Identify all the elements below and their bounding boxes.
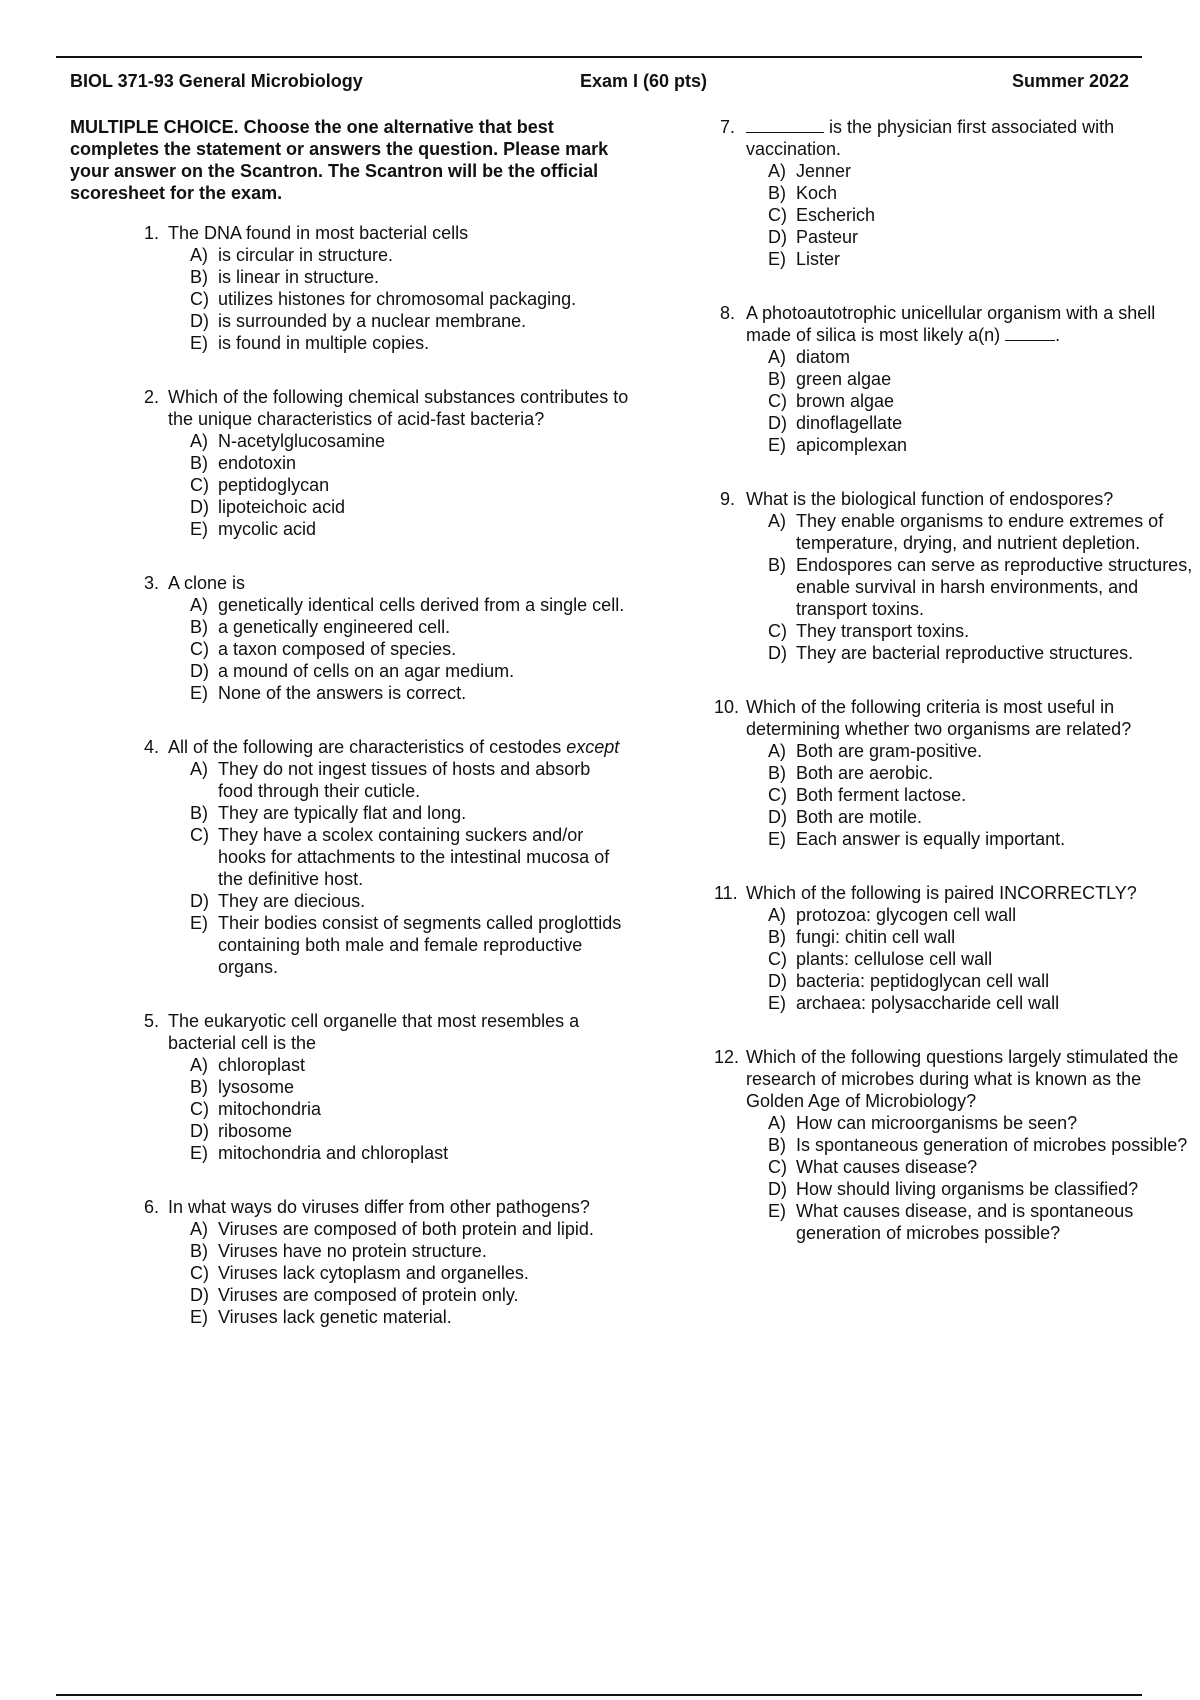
option-text: ribosome xyxy=(218,1121,293,1141)
answer-options xyxy=(768,740,1196,850)
answer-options xyxy=(190,430,630,540)
question-number: 5. xyxy=(144,1011,160,1031)
option-c xyxy=(190,638,630,660)
option-text: endotoxin xyxy=(218,453,297,473)
option-letter: C) xyxy=(768,391,787,411)
option-e xyxy=(190,912,630,978)
question-number: 4. xyxy=(144,737,160,757)
option-letter: A) xyxy=(768,347,786,367)
question-text-main: is the physician first associated with vaccination. xyxy=(746,117,1115,159)
question-text xyxy=(746,116,1196,160)
instructions: MULTIPLE CHOICE. Choose the one alternative that best completes the statement or answers the question. Please mark your answer on the Scantron. The Scantron will be the official scoresheet for the exam. xyxy=(70,117,609,203)
option-letter: D) xyxy=(768,807,787,827)
question-9 xyxy=(706,488,1196,664)
option-text: None of the answers is correct. xyxy=(218,683,467,703)
option-letter: E) xyxy=(190,683,208,703)
option-text: They are diecious. xyxy=(218,891,366,911)
option-letter: D) xyxy=(768,413,787,433)
option-e xyxy=(768,992,1196,1014)
option-text: fungi: chitin cell wall xyxy=(796,927,956,947)
question-12 xyxy=(706,1046,1196,1244)
option-text: a mound of cells on an agar medium. xyxy=(218,661,515,681)
option-text: Is spontaneous generation of microbes possible? xyxy=(796,1135,1188,1155)
right-column xyxy=(706,116,1196,1276)
question-text: The DNA found in most bacterial cells xyxy=(168,223,469,243)
option-d xyxy=(768,970,1196,992)
option-d xyxy=(768,806,1196,828)
question-2 xyxy=(70,386,630,540)
option-text: Each answer is equally important. xyxy=(796,829,1066,849)
question-text xyxy=(746,302,1196,346)
option-text: Koch xyxy=(796,183,838,203)
answer-options xyxy=(768,346,1196,456)
option-b xyxy=(190,616,630,638)
option-c xyxy=(768,948,1196,970)
option-text: How can microorganisms be seen? xyxy=(796,1113,1078,1133)
option-text: They have a scolex containing suckers and/or hooks for attachments to the intestinal mucosa of the definitive host. xyxy=(218,825,610,889)
question-number: 10. xyxy=(714,697,740,717)
option-text: lipoteichoic acid xyxy=(218,497,346,517)
option-letter: D) xyxy=(190,311,209,331)
question-text: In what ways do viruses differ from other pathogens? xyxy=(168,1197,590,1217)
question-text: Which of the following is paired INCORRECTLY? xyxy=(746,883,1137,903)
answer-options xyxy=(190,1054,630,1164)
option-text: Jenner xyxy=(796,161,852,181)
question-text: Which of the following criteria is most useful in determining whether two organisms are related? xyxy=(746,697,1132,739)
question-text: Which of the following chemical substances contributes to the unique characteristics of acid-fast bacteria? xyxy=(168,387,629,429)
option-letter: C) xyxy=(768,205,787,225)
option-text: bacteria: peptidoglycan cell wall xyxy=(796,971,1050,991)
option-letter: B) xyxy=(768,1135,786,1155)
answer-blank xyxy=(1005,324,1055,341)
option-b xyxy=(190,802,630,824)
option-letter: B) xyxy=(768,183,786,203)
option-letter: C) xyxy=(190,825,209,845)
option-text: Both are aerobic. xyxy=(796,763,934,783)
option-b xyxy=(190,452,630,474)
option-c xyxy=(768,620,1196,642)
option-c xyxy=(768,390,1196,412)
option-text: is found in multiple copies. xyxy=(218,333,430,353)
question-6 xyxy=(70,1196,630,1328)
option-text: diatom xyxy=(796,347,851,367)
option-letter: E) xyxy=(768,1201,786,1221)
option-letter: A) xyxy=(190,595,208,615)
option-letter: D) xyxy=(768,971,787,991)
option-b xyxy=(190,266,630,288)
option-text: Both are gram-positive. xyxy=(796,741,983,761)
option-text: N-acetylglucosamine xyxy=(218,431,386,451)
option-text: Both are motile. xyxy=(796,807,923,827)
option-a xyxy=(768,904,1196,926)
answer-options xyxy=(768,1112,1196,1244)
option-d xyxy=(190,1120,630,1142)
option-letter: A) xyxy=(190,1055,208,1075)
option-e xyxy=(768,434,1196,456)
option-letter: A) xyxy=(190,759,208,779)
option-letter: E) xyxy=(190,913,208,933)
option-text: Viruses lack cytoplasm and organelles. xyxy=(218,1263,529,1283)
question-text: What is the biological function of endospores? xyxy=(746,489,1114,509)
option-a xyxy=(190,1054,630,1076)
question-5 xyxy=(70,1010,630,1164)
option-b xyxy=(190,1240,630,1262)
option-text: protozoa: glycogen cell wall xyxy=(796,905,1017,925)
option-text: They enable organisms to endure extremes of temperature, drying, and nutrient depletion. xyxy=(796,511,1164,553)
question-3 xyxy=(70,572,630,704)
question-4 xyxy=(70,736,630,978)
bottom-rule xyxy=(56,1694,1142,1696)
option-text: They do not ingest tissues of hosts and absorb food through their cuticle. xyxy=(218,759,591,801)
option-a xyxy=(190,430,630,452)
option-text: a genetically engineered cell. xyxy=(218,617,451,637)
option-a xyxy=(190,244,630,266)
option-c xyxy=(768,784,1196,806)
option-d xyxy=(768,642,1196,664)
option-letter: B) xyxy=(190,1241,208,1261)
option-c xyxy=(768,204,1196,226)
option-letter: C) xyxy=(190,639,209,659)
option-letter: B) xyxy=(768,369,786,389)
option-letter: C) xyxy=(190,289,209,309)
option-text: a taxon composed of species. xyxy=(218,639,457,659)
answer-options xyxy=(768,510,1196,664)
option-a xyxy=(190,758,630,802)
option-text: utilizes histones for chromosomal packaging. xyxy=(218,289,577,309)
option-a xyxy=(768,740,1196,762)
option-e xyxy=(768,828,1196,850)
question-number: 11. xyxy=(714,883,738,903)
option-letter: A) xyxy=(190,431,208,451)
option-text: brown algae xyxy=(796,391,895,411)
question-text-end: . xyxy=(1055,325,1061,345)
option-c xyxy=(190,1262,630,1284)
option-letter: E) xyxy=(190,519,208,539)
question-text-main: A photoautotrophic unicellular organism with a shell made of silica is most likely a(n) xyxy=(746,303,1156,345)
option-letter: B) xyxy=(768,927,786,947)
option-letter: A) xyxy=(768,161,786,181)
option-b xyxy=(768,368,1196,390)
option-e xyxy=(190,682,630,704)
answer-options xyxy=(190,594,630,704)
option-text: Escherich xyxy=(796,205,876,225)
option-letter: D) xyxy=(190,661,209,681)
option-a xyxy=(768,346,1196,368)
option-d xyxy=(768,412,1196,434)
question-number: 1. xyxy=(144,223,160,243)
question-11 xyxy=(706,882,1196,1014)
option-text: They transport toxins. xyxy=(796,621,970,641)
option-d xyxy=(190,1284,630,1306)
option-e xyxy=(768,1200,1196,1244)
option-letter: C) xyxy=(190,1099,209,1119)
option-b xyxy=(190,1076,630,1098)
question-number: 6. xyxy=(144,1197,160,1217)
option-text: archaea: polysaccharide cell wall xyxy=(796,993,1060,1013)
option-text: What causes disease, and is spontaneous generation of microbes possible? xyxy=(796,1201,1134,1243)
option-letter: C) xyxy=(768,949,787,969)
option-letter: A) xyxy=(768,511,786,531)
option-text: Lister xyxy=(796,249,841,269)
option-text: green algae xyxy=(796,369,892,389)
option-c xyxy=(190,288,630,310)
answer-options xyxy=(190,1218,630,1328)
option-text: They are typically flat and long. xyxy=(218,803,467,823)
course-title: BIOL 371-93 General Microbiology xyxy=(70,71,363,91)
question-number: 8. xyxy=(720,303,736,323)
option-c xyxy=(190,474,630,496)
option-text: Their bodies consist of segments called proglottids containing both male and female reproductive organs. xyxy=(218,913,622,977)
option-text: genetically identical cells derived from a single cell. xyxy=(218,595,625,615)
option-letter: C) xyxy=(190,475,209,495)
option-text: is circular in structure. xyxy=(218,245,394,265)
answer-options xyxy=(190,244,630,354)
option-letter: E) xyxy=(768,435,786,455)
option-text: Both ferment lactose. xyxy=(796,785,967,805)
exam-title: Exam I (60 pts) xyxy=(580,71,708,91)
question-10 xyxy=(706,696,1196,850)
option-b xyxy=(768,182,1196,204)
question-text-emphasis: except xyxy=(566,737,620,757)
option-letter: A) xyxy=(768,905,786,925)
question-number: 9. xyxy=(720,489,736,509)
option-letter: D) xyxy=(768,643,787,663)
option-e xyxy=(190,1306,630,1328)
option-text: is linear in structure. xyxy=(218,267,380,287)
option-text: chloroplast xyxy=(218,1055,306,1075)
question-7 xyxy=(706,116,1196,270)
question-text: The eukaryotic cell organelle that most resembles a bacterial cell is the xyxy=(168,1011,580,1053)
option-letter: A) xyxy=(768,1113,786,1133)
question-text: A clone is xyxy=(168,573,246,593)
option-letter: E) xyxy=(190,333,208,353)
option-text: Viruses lack genetic material. xyxy=(218,1307,452,1327)
option-letter: B) xyxy=(768,555,786,575)
option-text: lysosome xyxy=(218,1077,295,1097)
left-column xyxy=(70,116,630,1360)
option-letter: B) xyxy=(190,617,208,637)
option-letter: B) xyxy=(190,1077,208,1097)
option-d xyxy=(190,660,630,682)
option-letter: E) xyxy=(190,1143,208,1163)
option-text: Pasteur xyxy=(796,227,859,247)
option-letter: E) xyxy=(768,993,786,1013)
option-c xyxy=(768,1156,1196,1178)
option-e xyxy=(768,248,1196,270)
question-8 xyxy=(706,302,1196,456)
option-letter: B) xyxy=(190,267,208,287)
option-text: How should living organisms be classified? xyxy=(796,1179,1139,1199)
option-b xyxy=(768,926,1196,948)
top-rule xyxy=(56,56,1142,58)
option-letter: B) xyxy=(190,453,208,473)
option-text: apicomplexan xyxy=(796,435,908,455)
option-letter: D) xyxy=(190,497,209,517)
option-b xyxy=(768,1134,1196,1156)
option-e xyxy=(190,332,630,354)
option-a xyxy=(190,594,630,616)
question-text-main: All of the following are characteristics of cestodes xyxy=(168,737,562,757)
option-letter: E) xyxy=(190,1307,208,1327)
option-d xyxy=(768,226,1196,248)
option-a xyxy=(768,160,1196,182)
option-text: Viruses are composed of protein only. xyxy=(218,1285,519,1305)
answer-options xyxy=(768,160,1196,270)
answer-options xyxy=(190,758,630,978)
option-c xyxy=(190,1098,630,1120)
option-letter: C) xyxy=(768,621,787,641)
option-letter: C) xyxy=(768,1157,787,1177)
option-letter: D) xyxy=(190,891,209,911)
option-text: mitochondria and chloroplast xyxy=(218,1143,449,1163)
option-d xyxy=(190,496,630,518)
option-letter: B) xyxy=(768,763,786,783)
option-text: is surrounded by a nuclear membrane. xyxy=(218,311,527,331)
question-number: 7. xyxy=(720,117,736,137)
option-letter: E) xyxy=(768,249,786,269)
option-text: dinoflagellate xyxy=(796,413,903,433)
option-letter: D) xyxy=(190,1285,209,1305)
option-d xyxy=(190,890,630,912)
option-letter: C) xyxy=(190,1263,209,1283)
question-text xyxy=(168,736,630,758)
option-text: Endospores can serve as reproductive structures, enable survival in harsh environments, and transport toxins. xyxy=(796,555,1193,619)
option-text: What causes disease? xyxy=(796,1157,978,1177)
option-text: peptidoglycan xyxy=(218,475,330,495)
option-letter: A) xyxy=(768,741,786,761)
option-d xyxy=(190,310,630,332)
option-text: They are bacterial reproductive structures. xyxy=(796,643,1134,663)
option-b xyxy=(768,762,1196,784)
option-a xyxy=(768,1112,1196,1134)
option-e xyxy=(190,1142,630,1164)
option-letter: D) xyxy=(768,227,787,247)
option-b xyxy=(768,554,1196,620)
option-text: Viruses have no protein structure. xyxy=(218,1241,487,1261)
option-letter: A) xyxy=(190,245,208,265)
option-a xyxy=(768,510,1196,554)
option-letter: D) xyxy=(190,1121,209,1141)
option-letter: A) xyxy=(190,1219,208,1239)
answer-options xyxy=(768,904,1196,1014)
option-e xyxy=(190,518,630,540)
question-number: 2. xyxy=(144,387,160,407)
question-1 xyxy=(70,222,630,354)
option-text: Viruses are composed of both protein and lipid. xyxy=(218,1219,594,1239)
question-number: 3. xyxy=(144,573,160,593)
option-d xyxy=(768,1178,1196,1200)
option-text: plants: cellulose cell wall xyxy=(796,949,993,969)
answer-blank xyxy=(746,116,824,133)
option-letter: E) xyxy=(768,829,786,849)
option-text: mycolic acid xyxy=(218,519,317,539)
option-a xyxy=(190,1218,630,1240)
option-text: mitochondria xyxy=(218,1099,322,1119)
question-text: Which of the following questions largely stimulated the research of microbes during what is known as the Golden Age of Microbiology? xyxy=(746,1047,1179,1111)
exam-term: Summer 2022 xyxy=(1012,71,1130,91)
option-letter: D) xyxy=(768,1179,787,1199)
option-c xyxy=(190,824,630,890)
option-letter: C) xyxy=(768,785,787,805)
option-letter: B) xyxy=(190,803,208,823)
question-number: 12. xyxy=(714,1047,740,1067)
